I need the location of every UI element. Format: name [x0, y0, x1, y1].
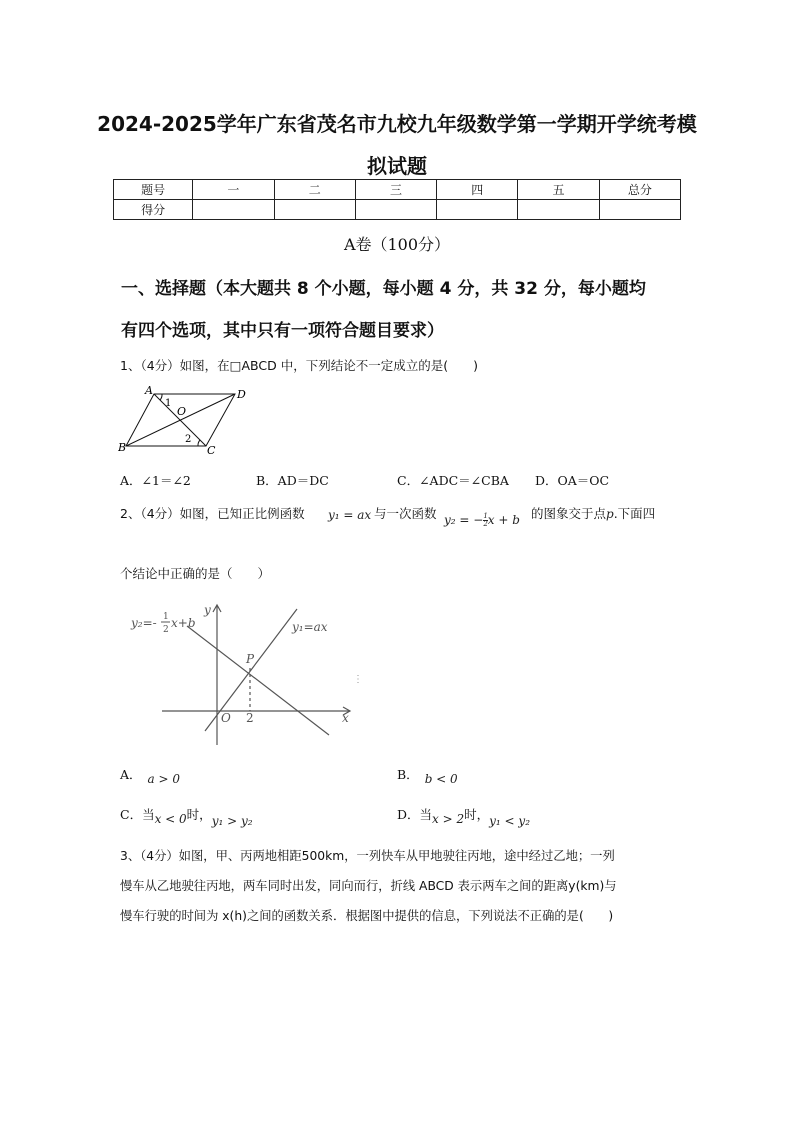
vertex-c-label: C: [207, 444, 216, 457]
score-table-score-row: [114, 200, 681, 220]
y2-label-den: 2: [163, 625, 169, 635]
q2-graph: [125, 600, 365, 750]
score-entry: [193, 200, 274, 220]
q3-line2: 慢车从乙地驶往丙地，两车同时出发，同向而行，折线 ABCD 表示两车之间的距离y(km)与: [120, 879, 617, 893]
q2-option-c-res: y₁ > y₂: [211, 814, 253, 828]
origin-label: O: [221, 711, 231, 725]
score-row-label: 得分: [114, 200, 193, 220]
score-cell-label: 题号: [114, 180, 193, 200]
angle1-arc: [160, 394, 162, 400]
stray-dots: ⋮: [353, 674, 363, 685]
axis-y-label: y: [204, 603, 211, 617]
q1-stem: 1、（4分）如图，在□ABCD 中，下列结论不一定成立的是( ): [120, 358, 478, 373]
score-entry: [437, 200, 518, 220]
q2-option-c: [120, 805, 253, 828]
score-cell-2: 二: [274, 180, 355, 200]
line-y2: [187, 626, 329, 735]
score-entry: [599, 200, 680, 220]
q2-option-b-math: b < 0: [424, 772, 458, 786]
q2-stem-part3-text: 的图象交于点: [531, 506, 607, 521]
q2-point-p: p: [606, 507, 614, 521]
score-cell-1: 一: [193, 180, 274, 200]
angle2-arc: [198, 440, 200, 446]
q2-func2: [444, 513, 520, 528]
vertex-d-label: D: [237, 388, 246, 401]
y2-label-post: x+b: [171, 616, 196, 630]
diagonal-bd: [126, 394, 235, 446]
y2-label-num: 1: [163, 612, 169, 622]
q2-func2-den: 2: [483, 520, 488, 528]
q2-stem-part4: .下面四: [613, 506, 656, 521]
q1-option-b: B．AD＝DC: [256, 473, 329, 488]
q2-stem-line2: 个结论中正确的是（ ）: [120, 566, 271, 581]
q2-stem-part1: 2、（4分）如图，已知正比例函数: [120, 506, 305, 521]
section-a-heading: A卷（100分）: [343, 235, 451, 254]
q2-option-a: [120, 765, 181, 786]
score-entry: [518, 200, 599, 220]
score-cell-3: 三: [355, 180, 436, 200]
q2-func2-pre: y₂ = −: [444, 513, 484, 527]
q2-option-d-label: D．当: [397, 807, 433, 822]
score-entry: [274, 200, 355, 220]
axis-x-label: x: [342, 711, 349, 725]
q1-option-c: C．∠ADC＝∠CBA: [397, 473, 509, 488]
exam-title-line1: 2024-2025学年广东省茂名市九校九年级数学第一学期开学统考模: [97, 112, 697, 136]
q2-option-c-mid: 时，: [186, 807, 212, 822]
q2-func2-num: 1: [483, 512, 488, 520]
angle2-label: 2: [185, 434, 192, 445]
q2-option-b-label: B．: [397, 767, 419, 782]
q2-option-d-res: y₁ < y₂: [489, 814, 531, 828]
part1-heading-line2: 有四个选项，其中只有一项符合题目要求）: [121, 321, 444, 341]
q2-func1: y₁ = ax: [328, 508, 372, 522]
q2-option-b: [397, 765, 458, 786]
score-entry: [355, 200, 436, 220]
q1-parallelogram-figure: [118, 382, 258, 458]
score-cell-4: 四: [437, 180, 518, 200]
exam-title-line2: 拟试题: [367, 154, 427, 178]
q2-option-d-mid: 时，: [464, 807, 490, 822]
score-table: [113, 179, 681, 220]
q2-stem-part2: 与一次函数: [374, 506, 437, 521]
y1-label: y₁=ax: [292, 620, 328, 634]
center-o-label: O: [177, 405, 187, 418]
q2-option-a-math: a > 0: [147, 772, 181, 786]
q2-option-a-label: A．: [120, 767, 142, 782]
score-table-header-row: [114, 180, 681, 200]
q2-option-c-cond: x < 0: [154, 812, 187, 826]
q2-option-d: [397, 805, 531, 828]
angle1-label: 1: [165, 398, 172, 409]
q2-option-d-cond: x > 2: [432, 812, 465, 826]
score-cell-5: 五: [518, 180, 599, 200]
part1-heading-line1: 一、选择题（本大题共 8 个小题，每小题 4 分，共 32 分，每小题均: [121, 279, 646, 299]
score-cell-total: 总分: [599, 180, 680, 200]
q1-option-a: A．∠1＝∠2: [120, 473, 191, 488]
q3-line1: 3、（4分）如图，甲、丙两地相距500km，一列快车从甲地驶往丙地，途中经过乙地；一列: [120, 849, 615, 863]
q2-option-c-label: C．当: [120, 807, 155, 822]
y2-label-pre: y₂=-: [131, 616, 157, 630]
q2-stem-part3: [531, 504, 655, 522]
tick-2-label: 2: [246, 711, 254, 725]
q3-line3: 慢车行驶的时间为 x(h)之间的函数关系．根据图中提供的信息，下列说法不正确的是( ): [120, 909, 614, 923]
vertex-b-label: B: [118, 441, 127, 454]
vertex-a-label: A: [145, 384, 153, 397]
q2-func2-post: x + b: [487, 513, 520, 527]
q1-option-d: D．OA＝OC: [535, 473, 610, 488]
p-label: P: [246, 652, 255, 666]
